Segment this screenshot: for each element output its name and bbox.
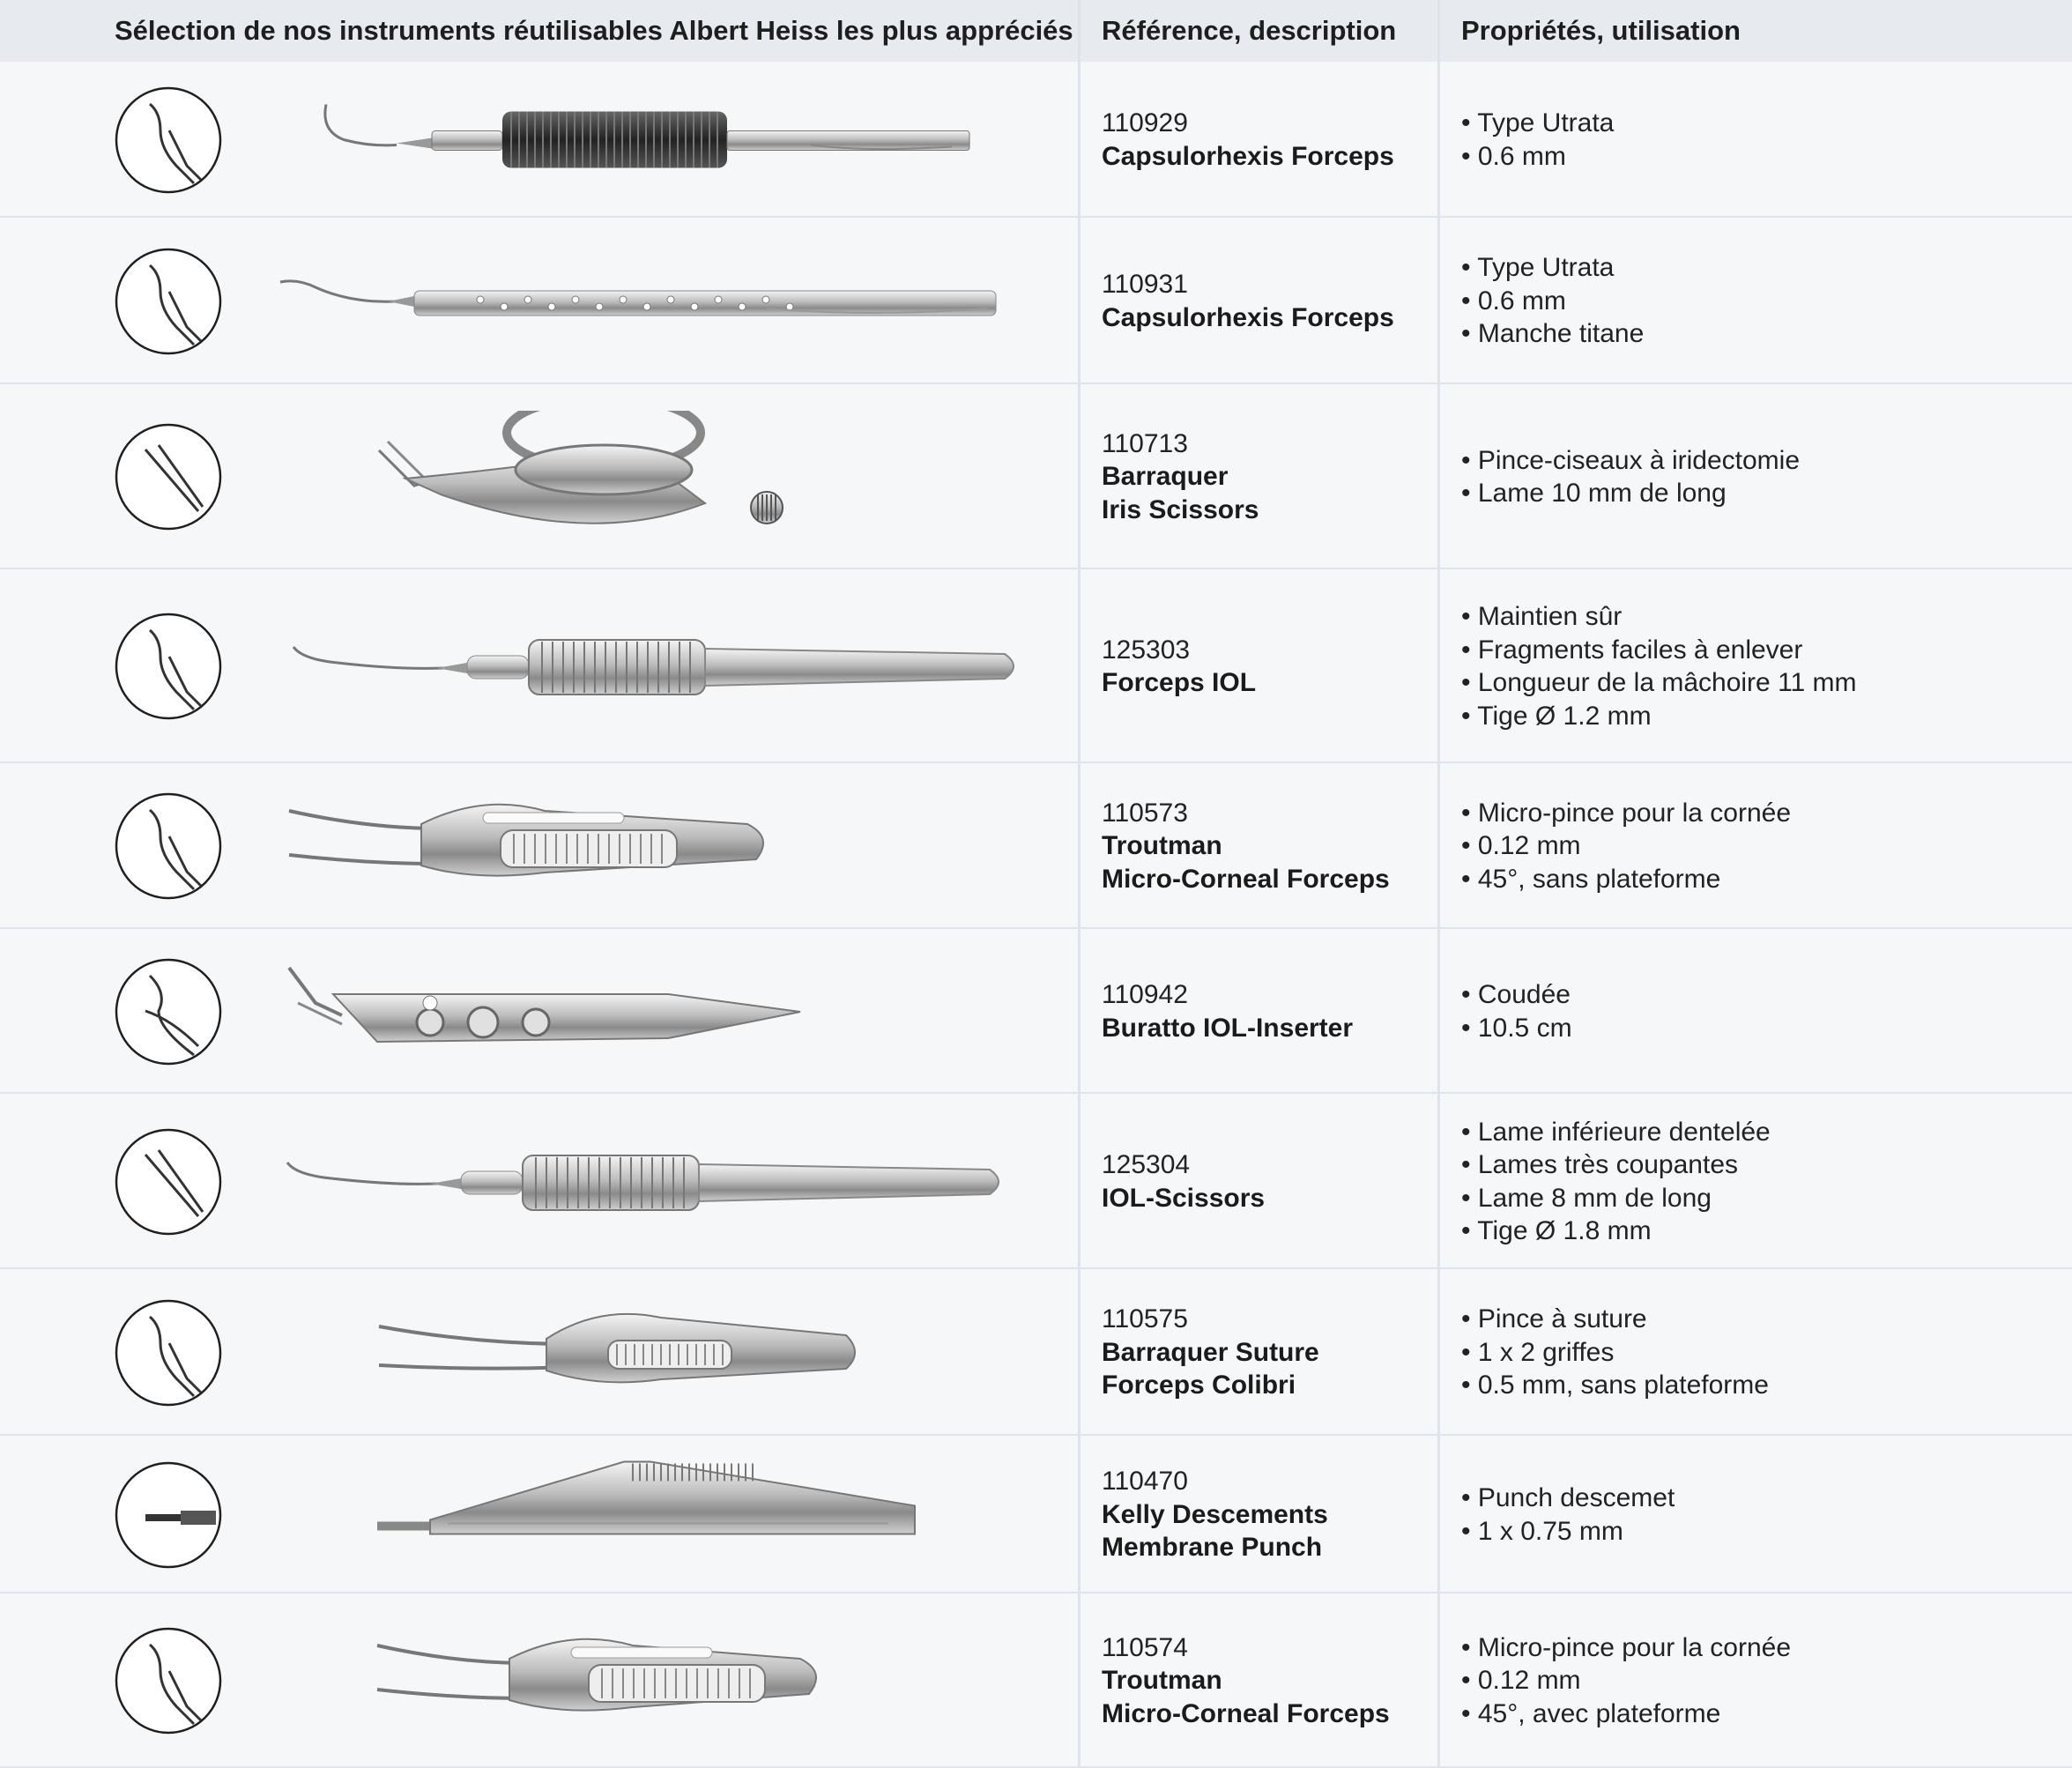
properties-cell (1461, 218, 2061, 384)
property-item: • 0.6 mm (1461, 285, 2061, 318)
properties-cell (1461, 929, 2061, 1094)
suture-forceps-icon (370, 1287, 864, 1419)
table-row (0, 384, 2072, 569)
reference-number: 110575 (1102, 1304, 1188, 1334)
properties-cell (1461, 1269, 2061, 1436)
table-row (0, 1269, 2072, 1436)
reference-number: 110574 (1102, 1632, 1188, 1662)
property-item: • Tige Ø 1.8 mm (1461, 1215, 2061, 1248)
column-divider (1437, 0, 1440, 1768)
property-item: • Maintien sûr (1461, 600, 2061, 634)
iol-forceps-icon (286, 600, 1022, 732)
punch-tip-icon (115, 1461, 222, 1569)
reference-number: 125303 (1102, 635, 1191, 665)
reference-cell (1102, 1094, 1437, 1269)
reference-cell (1102, 62, 1437, 218)
property-item: • Punch descemet (1461, 1482, 2061, 1515)
header-reference: Référence, description (1102, 15, 1397, 46)
membrane-punch-icon (368, 1449, 924, 1580)
forceps-tip-icon (115, 1299, 222, 1407)
instrument-name: IOL-Scissors (1102, 1183, 1266, 1213)
property-item: • 45°, sans plateforme (1461, 863, 2061, 896)
property-item: • Type Utrata (1461, 107, 2061, 140)
properties-cell (1461, 384, 2061, 569)
reference-number: 110470 (1102, 1467, 1188, 1497)
reference-cell (1102, 763, 1437, 929)
reference-number: 110942 (1102, 980, 1188, 1009)
table-row (0, 62, 2072, 218)
reference-cell (1102, 1269, 1437, 1436)
table-row (0, 929, 2072, 1094)
table-row (0, 1094, 2072, 1269)
forceps-tip-icon (115, 613, 222, 720)
property-item: • Micro-pince pour la cornée (1461, 1631, 2061, 1665)
property-item: • 45°, avec plateforme (1461, 1697, 2061, 1731)
iol-inserter-icon (280, 946, 809, 1078)
table-row (0, 1593, 2072, 1768)
instrument-name: Capsulorhexis Forceps (1102, 302, 1394, 332)
instrument-name: Forceps IOL (1102, 668, 1257, 697)
property-item: • 0.12 mm (1461, 829, 2061, 863)
table-row (0, 569, 2072, 763)
inserter-tip-icon (115, 958, 222, 1066)
forceps-tip-icon (115, 792, 222, 900)
table-row (0, 218, 2072, 384)
property-item: • Longueur de la mâchoire 11 mm (1461, 666, 2061, 700)
property-item: • Coudée (1461, 978, 2061, 1012)
forceps-tip-icon (115, 1627, 222, 1735)
property-item: • Pince-ciseaux à iridectomie (1461, 444, 2061, 478)
capsulorhexis-forceps-icon (300, 75, 987, 204)
reference-number: 110931 (1102, 270, 1188, 299)
instrument-name: Troutman Micro-Corneal Forceps (1102, 1666, 1390, 1728)
property-item: • Lames très coupantes (1461, 1148, 2061, 1182)
reference-cell (1102, 929, 1437, 1094)
instrument-name: Kelly Descements Membrane Punch (1102, 1499, 1328, 1563)
reference-cell (1102, 218, 1437, 384)
property-item: • Type Utrata (1461, 251, 2061, 285)
reference-number: 110573 (1102, 798, 1188, 828)
property-item: • 0.5 mm, sans plateforme (1461, 1369, 2061, 1402)
header-instruments: Sélection de nos instruments réutilisables Albert Heiss les plus appréciés (115, 15, 1073, 46)
table-row (0, 1436, 2072, 1593)
properties-cell (1461, 1094, 2061, 1269)
instrument-name: Buratto IOL-Inserter (1102, 1013, 1354, 1043)
property-item: • Micro-pince pour la cornée (1461, 797, 2061, 830)
reference-cell (1102, 1593, 1437, 1768)
column-divider (1078, 0, 1081, 1768)
property-item: • Manche titane (1461, 317, 2061, 351)
instrument-name: Troutman Micro-Corneal Forceps (1102, 831, 1390, 894)
reference-number: 110929 (1102, 108, 1188, 137)
property-item: • Lame inférieure dentelée (1461, 1116, 2061, 1149)
scissors-tip-icon (115, 1128, 222, 1236)
property-item: • 1 x 0.75 mm (1461, 1515, 2061, 1549)
properties-cell (1461, 1593, 2061, 1768)
reference-cell (1102, 569, 1437, 763)
forceps-tip-icon (115, 248, 222, 355)
header-properties: Propriétés, utilisation (1461, 15, 1741, 46)
scissors-tip-icon (115, 423, 222, 531)
property-item: • 0.6 mm (1461, 140, 2061, 174)
micro-corneal-forceps-icon (280, 780, 774, 912)
micro-corneal-forceps-icon (368, 1615, 827, 1747)
property-item: • Pince à suture (1461, 1303, 2061, 1336)
properties-cell (1461, 62, 2061, 218)
reference-cell (1102, 1436, 1437, 1593)
instrument-name: Barraquer Iris Scissors (1102, 462, 1259, 524)
reference-cell (1102, 384, 1437, 569)
table-row (0, 763, 2072, 929)
capsulorhexis-forceps-icon (273, 235, 1022, 368)
property-item: • Fragments faciles à enlever (1461, 634, 2061, 667)
property-item: • Tige Ø 1.2 mm (1461, 700, 2061, 733)
forceps-tip-icon (115, 86, 222, 194)
properties-cell (1461, 763, 2061, 929)
instrument-name: Capsulorhexis Forceps (1102, 141, 1394, 171)
property-item: • Lame 8 mm de long (1461, 1182, 2061, 1215)
iris-scissors-icon (370, 411, 793, 543)
table-header (0, 0, 2072, 62)
property-item: • 10.5 cm (1461, 1012, 2061, 1045)
property-item: • Lame 10 mm de long (1461, 477, 2061, 510)
property-item: • 0.12 mm (1461, 1664, 2061, 1697)
iol-scissors-icon (280, 1116, 1007, 1248)
reference-number: 125304 (1102, 1150, 1191, 1179)
properties-cell (1461, 1436, 2061, 1593)
instrument-name: Barraquer Suture Forceps Colibri (1102, 1337, 1319, 1400)
reference-number: 110713 (1102, 428, 1188, 458)
properties-cell (1461, 569, 2061, 763)
property-item: • 1 x 2 griffes (1461, 1336, 2061, 1370)
